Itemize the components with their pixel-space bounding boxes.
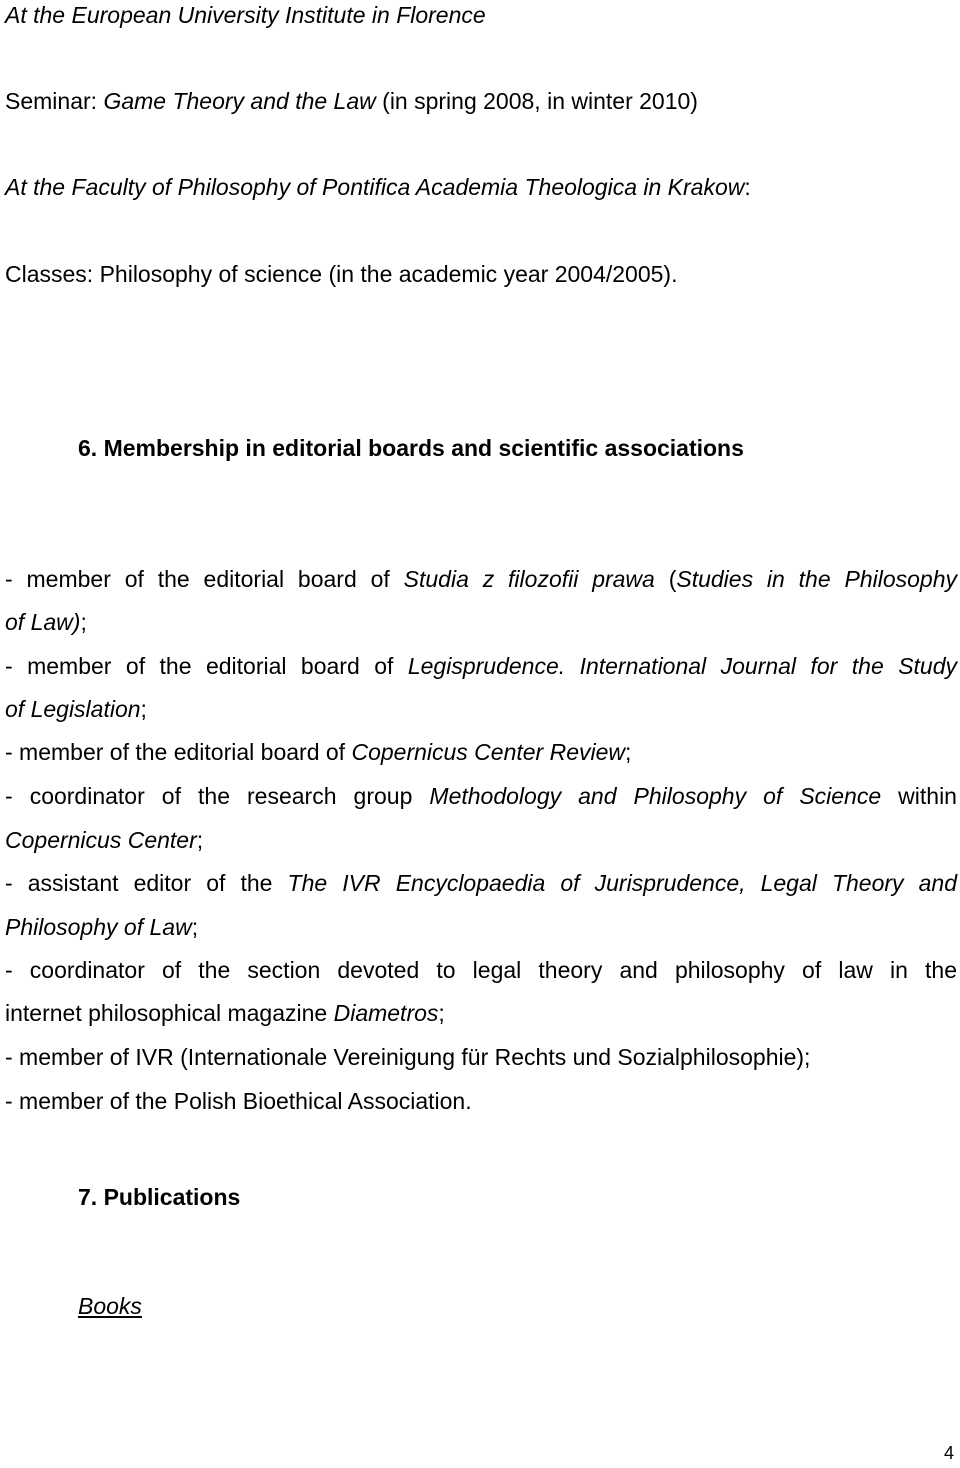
membership-item-5-line2: Philosophy of Law; [5, 914, 199, 940]
intro-seminar: Seminar: Game Theory and the Law (in spring 2008, in winter 2010) [5, 88, 698, 114]
membership-item-5-line1: - assistant editor of the The IVR Encyclopaedia of Jurisprudence, Legal Theory and [5, 870, 957, 896]
books-subheading: Books [78, 1293, 142, 1319]
section-7-heading: 7. Publications [78, 1184, 241, 1210]
membership-item-2-line1: - member of the editorial board of Legisprudence. International Journal for the Study [5, 653, 958, 679]
membership-item-4-line1: - coordinator of the research group Methodology and Philosophy of Science within [5, 783, 957, 809]
membership-item-1-line1: - member of the editorial board of Studia z filozofii prawa (Studies in the Philosophy [5, 566, 958, 592]
membership-item-2-line2: of Legislation; [5, 696, 147, 722]
membership-item-6-line2: internet philosophical magazine Diametros; [5, 1000, 445, 1026]
membership-item-8: - member of the Polish Bioethical Association. [5, 1088, 472, 1114]
page-number: 4 [944, 1443, 955, 1463]
membership-item-3: - member of the editorial board of Copernicus Center Review; [5, 739, 632, 765]
intro-classes: Classes: Philosophy of science (in the academic year 2004/2005). [5, 261, 678, 287]
intro-krakow: At the Faculty of Philosophy of Pontifica Academia Theologica in Krakow: [5, 174, 751, 200]
membership-item-4-line2: Copernicus Center; [5, 827, 204, 853]
section-6-heading: 6. Membership in editorial boards and scientific associations [78, 435, 744, 461]
membership-item-1-line2: of Law); [5, 609, 87, 635]
membership-item-6-line1: - coordinator of the section devoted to legal theory and philosophy of law in the [5, 957, 957, 983]
membership-item-7: - member of IVR (Internationale Vereinigung für Rechts und Sozialphilosophie); [5, 1044, 811, 1070]
intro-florence: At the European University Institute in Florence [5, 2, 486, 28]
